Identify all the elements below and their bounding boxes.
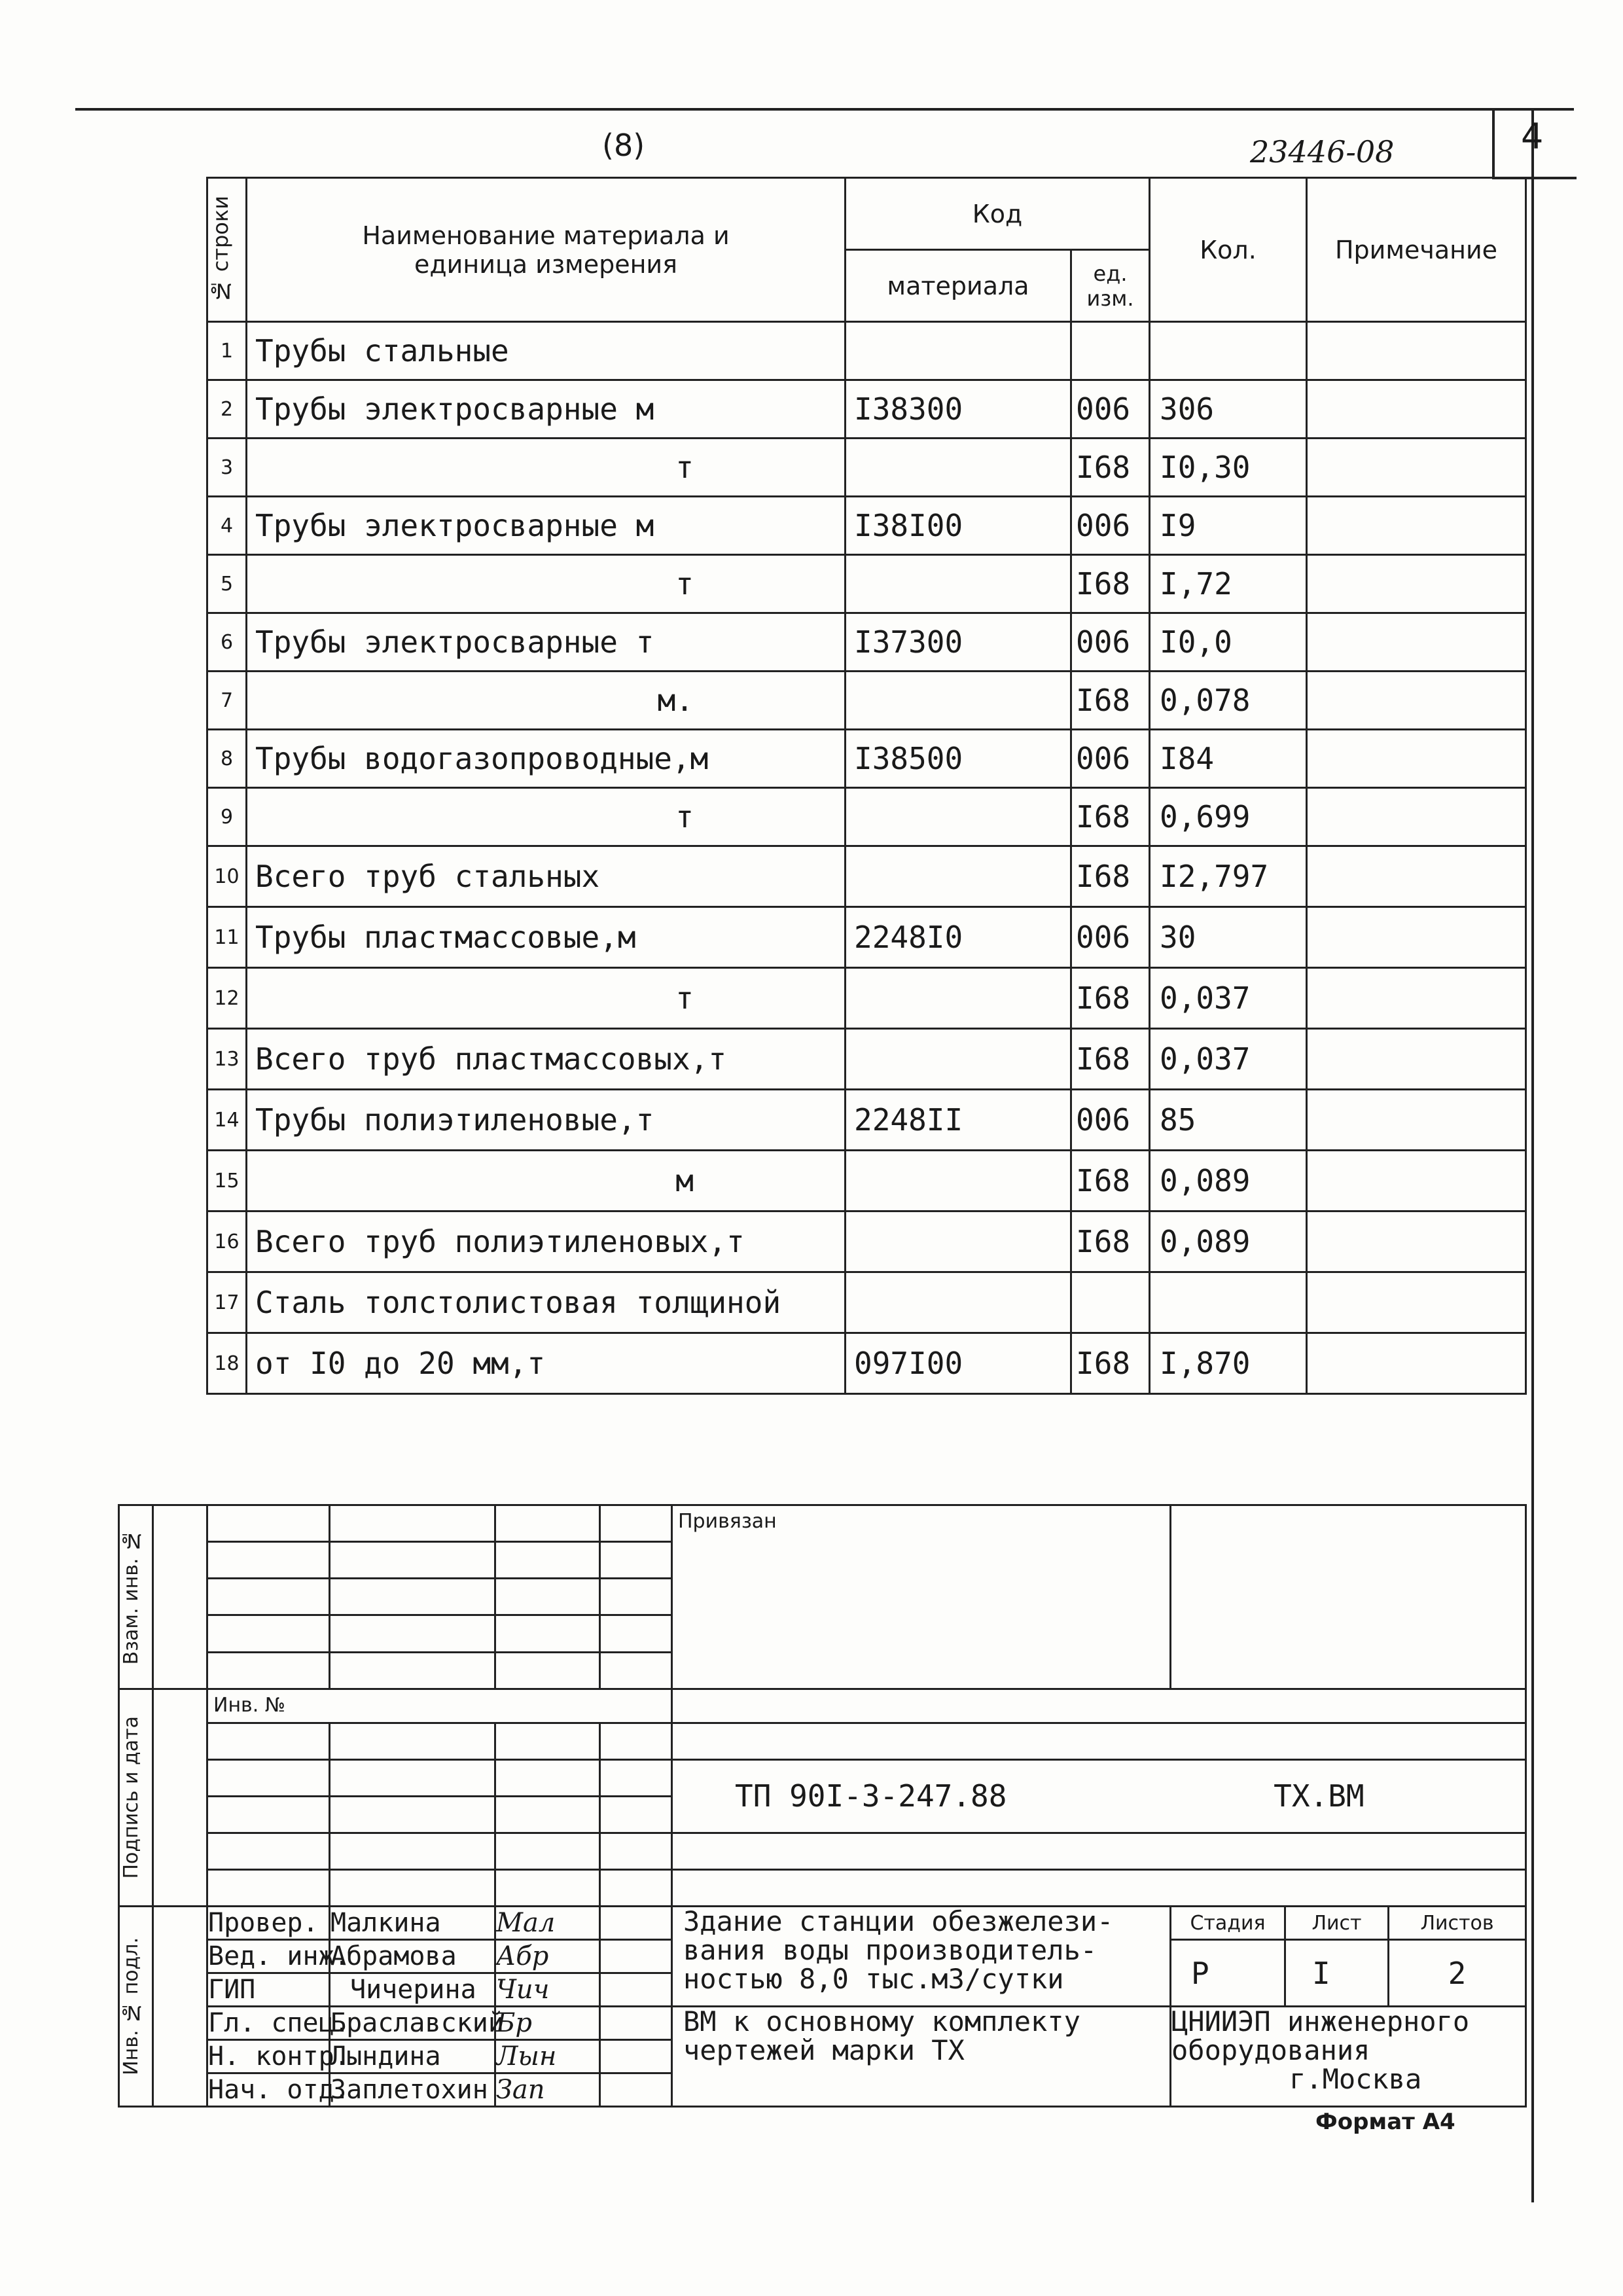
row-unit-code: 006 bbox=[1071, 613, 1150, 672]
row-name: Трубы электросварные м bbox=[247, 380, 846, 439]
row-note bbox=[1307, 788, 1526, 846]
format-label: Формат А4 bbox=[1315, 2109, 1455, 2135]
role-label: Н. контр. bbox=[207, 2039, 330, 2073]
row-number: 6 bbox=[207, 613, 247, 672]
row-number: 18 bbox=[207, 1333, 247, 1394]
row-material-code bbox=[846, 555, 1071, 613]
row-material-code bbox=[846, 1211, 1071, 1272]
row-note bbox=[1307, 322, 1526, 380]
sheet-corner-box bbox=[1492, 108, 1577, 179]
table-row bbox=[207, 380, 1526, 439]
row-quantity: 0,037 bbox=[1150, 1029, 1307, 1090]
header-qty: Кол. bbox=[1150, 178, 1307, 322]
signature: Бр bbox=[495, 2007, 600, 2040]
table-row bbox=[207, 1333, 1526, 1394]
row-quantity: I,870 bbox=[1150, 1333, 1307, 1394]
doc-mark: ТХ.ВМ bbox=[1274, 1778, 1364, 1814]
row-number: 12 bbox=[207, 968, 247, 1029]
row-quantity: 85 bbox=[1150, 1090, 1307, 1151]
row-note bbox=[1307, 439, 1526, 497]
header-note: Примечание bbox=[1307, 178, 1526, 322]
row-quantity: 0,089 bbox=[1150, 1151, 1307, 1211]
sheet-corner-number: 4 bbox=[1521, 116, 1544, 157]
row-note bbox=[1307, 1333, 1526, 1394]
header-name: Наименование материала и единица измерения bbox=[247, 178, 846, 322]
row-unit-code: 006 bbox=[1071, 380, 1150, 439]
row-quantity: 0,089 bbox=[1150, 1211, 1307, 1272]
row-note bbox=[1307, 1272, 1526, 1333]
row-unit-code: I68 bbox=[1071, 555, 1150, 613]
stage-label: Стадия bbox=[1171, 1907, 1285, 1940]
role-label: Нач. отд. bbox=[207, 2073, 330, 2106]
table-row bbox=[207, 907, 1526, 968]
row-note bbox=[1307, 1151, 1526, 1211]
row-material-code bbox=[846, 1151, 1071, 1211]
row-unit-code: 006 bbox=[1071, 907, 1150, 968]
row-number: 1 bbox=[207, 322, 247, 380]
frame-right-line bbox=[1531, 108, 1534, 2202]
row-note bbox=[1307, 730, 1526, 788]
row-number: 9 bbox=[207, 788, 247, 846]
row-name: Всего труб стальных bbox=[247, 846, 846, 907]
table-row bbox=[207, 788, 1526, 846]
row-note bbox=[1307, 846, 1526, 907]
project-subtitle: ВМ к основному комплекту чертежей марки ТХ bbox=[672, 2007, 1171, 2107]
table-row bbox=[207, 1151, 1526, 1211]
row-number: 7 bbox=[207, 672, 247, 730]
row-material-code: 2248I0 bbox=[846, 907, 1071, 968]
title-block bbox=[118, 1504, 1525, 2108]
role-name: Браславский bbox=[330, 2007, 495, 2040]
row-unit-code: I68 bbox=[1071, 1029, 1150, 1090]
table-row bbox=[207, 439, 1526, 497]
archive-number: 23446-08 bbox=[1250, 134, 1395, 170]
role-label: ГИП bbox=[207, 1973, 330, 2007]
row-unit-code bbox=[1071, 322, 1150, 380]
row-number: 8 bbox=[207, 730, 247, 788]
sheets-label: Листов bbox=[1389, 1907, 1526, 1940]
row-material-code bbox=[846, 1272, 1071, 1333]
row-quantity: 0,037 bbox=[1150, 968, 1307, 1029]
signature: Абр bbox=[495, 1940, 600, 1973]
doc-code: ТП 90I-3-247.88 bbox=[735, 1778, 1007, 1814]
table-row bbox=[207, 730, 1526, 788]
row-material-code bbox=[846, 439, 1071, 497]
signature: Зап bbox=[495, 2073, 600, 2106]
row-quantity: 0,078 bbox=[1150, 672, 1307, 730]
row-quantity: I2,797 bbox=[1150, 846, 1307, 907]
row-note bbox=[1307, 380, 1526, 439]
row-quantity: 30 bbox=[1150, 907, 1307, 968]
row-quantity: I0,30 bbox=[1150, 439, 1307, 497]
table-row bbox=[207, 322, 1526, 380]
row-note bbox=[1307, 1090, 1526, 1151]
row-note bbox=[1307, 907, 1526, 968]
row-quantity: 306 bbox=[1150, 380, 1307, 439]
table-row bbox=[207, 1211, 1526, 1272]
materials-table bbox=[206, 177, 1527, 1395]
table-row bbox=[207, 497, 1526, 555]
row-name: т bbox=[247, 968, 846, 1029]
row-number: 17 bbox=[207, 1272, 247, 1333]
row-material-code: 2248II bbox=[846, 1090, 1071, 1151]
row-material-code bbox=[846, 968, 1071, 1029]
row-name: т bbox=[247, 439, 846, 497]
organization: ЦНИИЭП инженерного оборудования г.Москва bbox=[1171, 2007, 1526, 2107]
row-name: от I0 до 20 мм,т bbox=[247, 1333, 846, 1394]
row-material-code bbox=[846, 672, 1071, 730]
row-name: Трубы водогазопроводные,м bbox=[247, 730, 846, 788]
header-unit: ед. изм. bbox=[1071, 250, 1150, 322]
table-row bbox=[207, 1272, 1526, 1333]
table-body bbox=[207, 322, 1526, 1394]
row-number: 15 bbox=[207, 1151, 247, 1211]
sheets-value: 2 bbox=[1389, 1940, 1526, 2007]
row-name: т bbox=[247, 555, 846, 613]
row-material-code: I38I00 bbox=[846, 497, 1071, 555]
row-quantity: I,72 bbox=[1150, 555, 1307, 613]
row-quantity bbox=[1150, 1272, 1307, 1333]
header-code: Код bbox=[846, 178, 1150, 250]
row-unit-code bbox=[1071, 1272, 1150, 1333]
row-note bbox=[1307, 613, 1526, 672]
row-unit-code: I68 bbox=[1071, 788, 1150, 846]
row-number: 13 bbox=[207, 1029, 247, 1090]
row-name: Трубы электросварные м bbox=[247, 497, 846, 555]
row-unit-code: I68 bbox=[1071, 968, 1150, 1029]
doc-code-cell bbox=[672, 1759, 1526, 1833]
frame-top-line bbox=[75, 108, 1574, 111]
row-material-code: I38500 bbox=[846, 730, 1071, 788]
role-name: Малкина bbox=[330, 1907, 495, 1940]
row-number: 11 bbox=[207, 907, 247, 968]
row-material-code: 097I00 bbox=[846, 1333, 1071, 1394]
row-quantity: I84 bbox=[1150, 730, 1307, 788]
row-unit-code: I68 bbox=[1071, 672, 1150, 730]
row-note bbox=[1307, 497, 1526, 555]
row-name: Всего труб полиэтиленовых,т bbox=[247, 1211, 846, 1272]
side-vzam-label: Взам. инв. № bbox=[119, 1505, 153, 1689]
stage-value: Р bbox=[1171, 1940, 1285, 2007]
role-name: Лындина bbox=[330, 2039, 495, 2073]
table-row bbox=[207, 1029, 1526, 1090]
signature: Лын bbox=[495, 2039, 600, 2073]
table-row bbox=[207, 672, 1526, 730]
row-unit-code: I68 bbox=[1071, 846, 1150, 907]
role-name: Чичерина bbox=[330, 1973, 495, 2007]
row-number: 16 bbox=[207, 1211, 247, 1272]
project-title: Здание станции обезжелези- вания воды производитель- ностью 8,0 тыс.м3/сутки bbox=[672, 1907, 1171, 2007]
role-name: Абрамова bbox=[330, 1940, 495, 1973]
row-name: Трубы полиэтиленовые,т bbox=[247, 1090, 846, 1151]
row-unit-code: I68 bbox=[1071, 1151, 1150, 1211]
page-number: (8) bbox=[602, 128, 645, 163]
role-label: Вед. инж. bbox=[207, 1940, 330, 1973]
row-note bbox=[1307, 555, 1526, 613]
row-material-code bbox=[846, 322, 1071, 380]
row-quantity: I0,0 bbox=[1150, 613, 1307, 672]
row-unit-code: 006 bbox=[1071, 730, 1150, 788]
role-label: Провер. bbox=[207, 1907, 330, 1940]
row-number: 3 bbox=[207, 439, 247, 497]
row-note bbox=[1307, 1029, 1526, 1090]
table-row bbox=[207, 1090, 1526, 1151]
sheet-value: I bbox=[1285, 1940, 1389, 2007]
side-inv-label: Инв. № подл. bbox=[119, 1907, 153, 2107]
row-name: Всего труб пластмассовых,т bbox=[247, 1029, 846, 1090]
row-number: 4 bbox=[207, 497, 247, 555]
row-quantity: 0,699 bbox=[1150, 788, 1307, 846]
row-number: 5 bbox=[207, 555, 247, 613]
sheet-label: Лист bbox=[1285, 1907, 1389, 1940]
table-row bbox=[207, 968, 1526, 1029]
row-name: Сталь толстолистовая толщиной bbox=[247, 1272, 846, 1333]
side-podpis-label: Подпись и дата bbox=[119, 1689, 153, 1907]
row-unit-code: 006 bbox=[1071, 497, 1150, 555]
row-number: 14 bbox=[207, 1090, 247, 1151]
row-material-code: I38300 bbox=[846, 380, 1071, 439]
row-note bbox=[1307, 1211, 1526, 1272]
role-name: Заплетохин bbox=[330, 2073, 495, 2106]
row-unit-code: I68 bbox=[1071, 439, 1150, 497]
row-note bbox=[1307, 672, 1526, 730]
row-note bbox=[1307, 968, 1526, 1029]
row-name: Трубы электросварные т bbox=[247, 613, 846, 672]
row-quantity: I9 bbox=[1150, 497, 1307, 555]
row-unit-code: I68 bbox=[1071, 1333, 1150, 1394]
table-row bbox=[207, 555, 1526, 613]
row-name: Трубы пластмассовые,м bbox=[247, 907, 846, 968]
row-material-code bbox=[846, 1029, 1071, 1090]
signature: Мал bbox=[495, 1907, 600, 1940]
table-row bbox=[207, 846, 1526, 907]
row-quantity bbox=[1150, 322, 1307, 380]
header-row-no: № строки bbox=[207, 178, 247, 322]
row-name: т bbox=[247, 788, 846, 846]
row-number: 10 bbox=[207, 846, 247, 907]
row-material-code bbox=[846, 788, 1071, 846]
row-material-code bbox=[846, 846, 1071, 907]
row-name: Трубы стальные bbox=[247, 322, 846, 380]
row-unit-code: I68 bbox=[1071, 1211, 1150, 1272]
privyazan-label: Привязан bbox=[672, 1505, 1171, 1689]
row-material-code: I37300 bbox=[846, 613, 1071, 672]
table-row bbox=[207, 613, 1526, 672]
row-name: м bbox=[247, 1151, 846, 1211]
row-number: 2 bbox=[207, 380, 247, 439]
signature: Чич bbox=[495, 1973, 600, 2007]
header-material: материала bbox=[846, 250, 1071, 322]
row-name: м. bbox=[247, 672, 846, 730]
row-unit-code: 006 bbox=[1071, 1090, 1150, 1151]
role-label: Гл. спец. bbox=[207, 2007, 330, 2040]
inv-no-label: Инв. № bbox=[207, 1689, 672, 1723]
